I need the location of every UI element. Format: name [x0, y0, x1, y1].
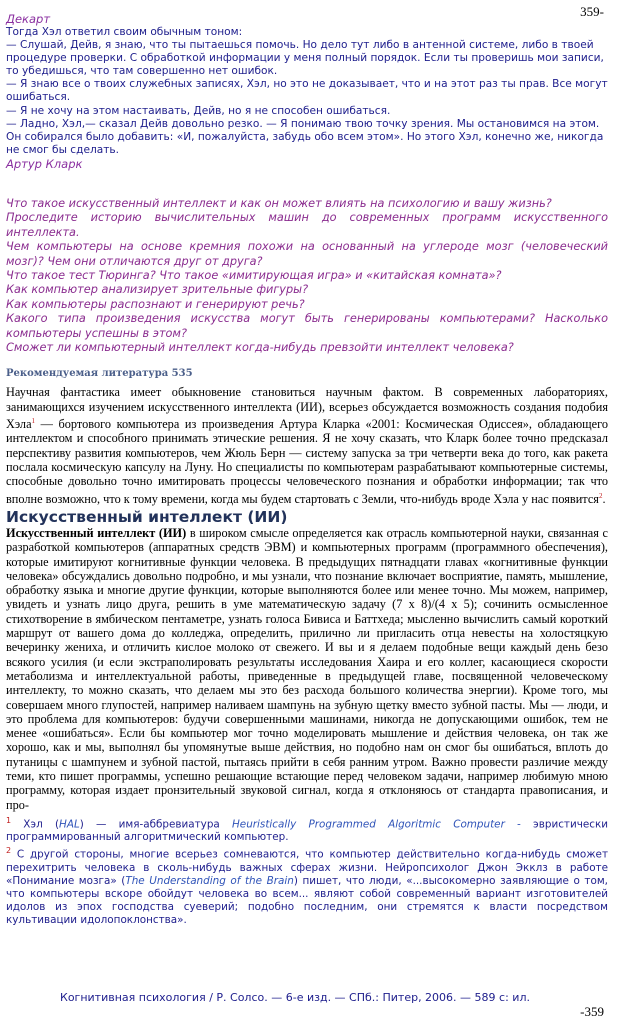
- epigraph-line: — Ладно, Хэл,— сказал Дейв довольно резко. — Я понимаю твою точку зрения. Мы остановимся на этом.: [6, 117, 600, 130]
- footnote-text: эвристически программированный алгоритмический компьютер.: [6, 818, 608, 844]
- question-item: Как компьютер анализирует зрительные фигуры?: [6, 283, 309, 297]
- question-item: Сможет ли компьютерный интеллект когда-нибудь превзойти интеллект человека?: [6, 341, 514, 354]
- epigraph-line: — Я знаю все о твоих служебных записях, Хэл, но это не доказывает, что и на этот раз ты прав. Все могут ошибаться.: [6, 78, 608, 104]
- intro-paragraph: [6, 385, 608, 506]
- question-item: Чем компьютеры на основе кремния похожи на основанный на углероде мозг (человеческий мозг)? Чем они отличаются друг от друга?: [6, 240, 608, 268]
- footnote-1: [6, 814, 608, 844]
- page-number-top: 359-: [580, 4, 604, 19]
- footnote-ref-2[interactable]: 2: [598, 491, 603, 500]
- footnote-text: Хэл (: [11, 818, 60, 831]
- page-content: [0, 12, 620, 927]
- body-paragraph: [6, 526, 608, 812]
- intro-text: Научная фантастика имеет обыкновение становиться научным фактом. В современных лабораториях, занимающихся изучением искусственного интеллекта (ИИ), всерьез обсуждается возможность создания подобия Хэла: [6, 385, 608, 432]
- footnote-text: ) — имя-аббревиатура: [79, 818, 232, 831]
- question-item: Что такое тест Тюринга? Что такое «имитирующая игра» и «китайская комната»?: [6, 268, 502, 282]
- footnote-number: 1: [6, 815, 12, 825]
- question-item: Как компьютеры распознают и генерируют речь?: [6, 297, 305, 311]
- epigraph-line: Тогда Хэл ответил своим обычным тоном:: [6, 26, 243, 38]
- section-heading: Искусственный интеллект (ИИ): [6, 507, 288, 526]
- body-text: в широком смысле определяется как отрасль компьютерной науки, связанная с разработкой компьютеров (аппаратных средств ЭВМ) и компьютерных программ (программного обеспечения), которые имитируют когнитивные функции человека. В предыдущих пятнадцати главах «когнитивные функции человека» обсуждались довольно подробно, и мы узнали, что познание включает восприятие, память, мышление, обработку языка и многие другие функции, которые выполняются более или менее точно. Мы можем, например, увидеть и узнать лицо друга, решить в уме математическую задачу (7 x 8)/(4 x 5); сочинить осмысленное стихотворение в ямбическом пентаметре, узнать голоса Бивиса и Баттхеда; мысленно вычислить самый короткий маршрут от вашего дома до колледжа, определить, прилично ли пригласить отца невесты на холостяцкую вечеринку жениха, и отличить кислое молоко от свежего. И вы и я делаем подобные вещи каждый день безо всякого усилия (и если экстраполировать результаты исследования Хаира и его коллег, касающиеся скорости метаболизма и интеллектуальной работы, приведенные в предыдущей главе, посвященной человеческому интеллекту, то можно сказать, что делаем мы это без расхода большого количества энергии). Кроме того, мы совершаем много глупостей, например наливаем шампунь на зубную щетку вместо зубной пасты. Мы — люди, и это проблема для компьютеров: будучи совершенными машинами, никогда не допускающими ошибок, тем не менее «ошибаться». Если бы компьютер мог точно моделировать мышление и действия человека, он так же хорошо, как и мы, выполнял бы упомянутые выше действия, но подобно нам он смог бы ошибаться, вплоть до путаницы с шампунем и зубной пастой, пытаясь прийти в себя ранним утром. Важно провести различие между теми, кто пишет программы, успешно решающие встающие перед человеком задачи, например любимую мною программу, которая издает пронзительный звуковой сигнал, когда я отклоняюсь от стандарта правописания, и про-: [6, 525, 608, 812]
- epigraph-line: — Я не хочу на этом настаивать, Дейв, но я не способен ошибаться.: [6, 104, 391, 117]
- footnote-number: 2: [6, 846, 12, 856]
- footnotes: [6, 814, 608, 927]
- footnote-italic: Heuristically Programmed Algoritmic Computer -: [231, 818, 521, 831]
- footnote-italic: HAL: [59, 818, 80, 831]
- question-item: Проследите историю вычислительных машин до современных программ искусственного интеллекта.: [6, 211, 608, 239]
- recommended-reading-link[interactable]: Рекомендуемая литература 535: [6, 368, 193, 380]
- page-number-bottom: -359: [580, 1004, 604, 1019]
- question-item: Что такое искусственный интеллект и как он может влиять на психологию и вашу жизнь?: [6, 196, 552, 210]
- question-item: Какого типа произведения искусства могут быть генерированы компьютерами? Насколько компьютеры успешны в этом?: [6, 312, 608, 340]
- epigraph-source: Артур Кларк: [6, 156, 83, 171]
- intro-text: .: [602, 491, 606, 506]
- defined-term: Искусственный интеллект (ИИ): [6, 525, 187, 540]
- epigraph-author: Декарт: [6, 12, 51, 26]
- intro-text: — бортового компьютера из произведения Артура Кларка «2001: Космическая Одиссея», обладающего интеллектом и способного принимать этические решения. Я не хочу сказать, что Кларк более точно предсказал перспективу развития компьютеров, чем Жюль Берн — систему запуска за три четверти века до того, как ракета послала космическую капсулу на Луну. Но специалисты по компьютерам разрабатывают компьютерные системы, способные довольно точно имитировать процессы человеческого познания и обработки информации; так что вполне возможно, что к тому времени, когда мы будем стартовать с Земли, что-нибудь вроде Хэла у нас появится: [6, 417, 608, 506]
- footnote-text: ) пишет, что люди, «...высокомерно заявляющие о том, что компьютеры вскоре обойдут человека во всем... являют собой современный вариант изготовителей идолов из эпох господства суеверий; подобно последним, они стремятся к власти посредством культивации идолопоклонства».: [6, 874, 608, 926]
- footnote-ref-1[interactable]: 1: [31, 417, 36, 425]
- footnote-2: [6, 844, 608, 926]
- footer-citation: Когнитивная психология / Р. Солсо. — 6-е изд. — СПб.: Питер, 2006. — 589 с: ил.: [60, 991, 530, 1004]
- epigraph: [6, 12, 608, 171]
- chapter-questions: [6, 197, 608, 355]
- footnote-text: С другой стороны, многие всерьез сомневаются, что компьютер действительно когда-нибудь сможет перехитрить человека в сколь-нибудь важных сферах жизни. Нейропсихолог Джон Экклз в работе «Понимание мозга» (: [6, 848, 608, 887]
- footnote-italic: The Understanding of the Brain: [125, 874, 294, 887]
- epigraph-line: — Слушай, Дейв, я знаю, что ты пытаешься помочь. Но дело тут либо в антенной системе, либо в твоей процедуре проверки. С обработкой информации у меня полный порядок. Если ты проверишь мои записи, то убедишься, что там совершенно нет ошибок.: [6, 39, 604, 78]
- epigraph-line: Он собирался было добавить: «И, пожалуйста, забудь обо всем этом». Но этого Хэл, конечно же, никогда не смог бы сделать.: [6, 130, 604, 156]
